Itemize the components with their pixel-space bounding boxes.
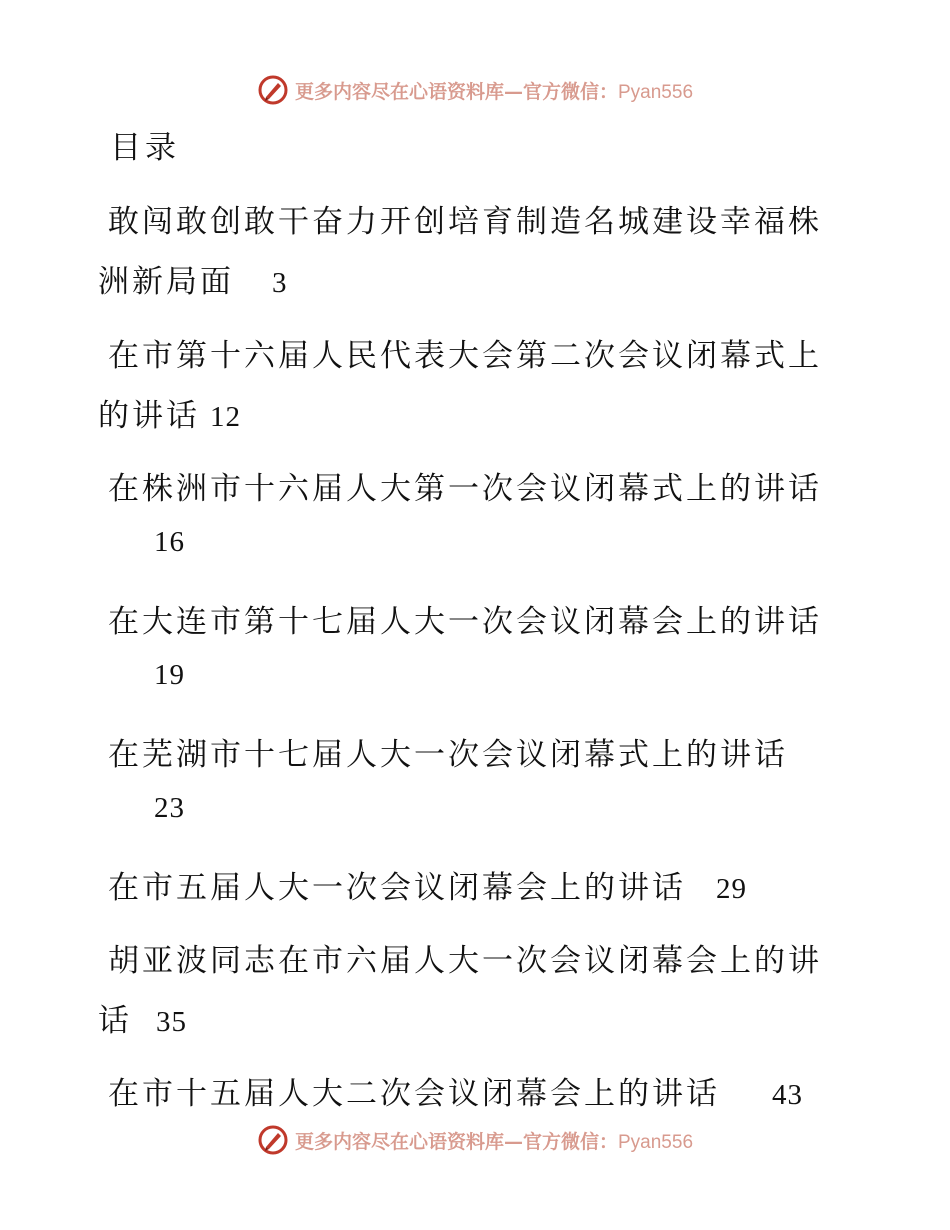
toc-page-number: 16: [154, 526, 185, 558]
toc-entry-title: 胡亚波同志在市六届人大一次会议闭幕会上的讲: [108, 943, 822, 979]
header-watermark: [0, 70, 950, 110]
toc-page-number: 23: [154, 792, 185, 824]
toc-entry-title-continued: 话 35: [98, 1003, 187, 1039]
pen-logo-icon: [257, 1124, 289, 1156]
toc-entry-title: 在市十五届人大二次会议闭幕会上的讲话 43: [108, 1076, 803, 1112]
watermark-text: 更多内容尽在心语资料库—官方微信：Pyan556: [294, 1130, 694, 1153]
watermark-text: 更多内容尽在心语资料库—官方微信：Pyan556: [294, 80, 694, 103]
toc-page-number: 3: [272, 267, 288, 299]
toc-entry-title: 在市第十六届人民代表大会第二次会议闭幕式上: [108, 338, 822, 374]
toc-entry-title-continued: 的讲话 12: [98, 398, 241, 434]
toc-page-number: 12: [210, 401, 241, 433]
footer-watermark: [0, 1120, 950, 1160]
toc-entry-title: 在株洲市十六届人大第一次会议闭幕式上的讲话: [108, 471, 822, 507]
toc-page-number: 29: [716, 873, 747, 905]
toc-entry-page-line: [154, 656, 185, 692]
toc-entry-page-line: [154, 789, 185, 825]
toc-title: 目录: [110, 130, 180, 166]
toc-entry-title: 敢闯敢创敢干奋力开创培育制造名城建设幸福株: [108, 204, 822, 240]
toc-entry-title: 在市五届人大一次会议闭幕会上的讲话 29: [108, 870, 747, 906]
toc-entry-title: 在芜湖市十七届人大一次会议闭幕式上的讲话: [108, 737, 788, 773]
toc-page-number: 43: [772, 1079, 803, 1111]
toc-entry-page-line: [154, 523, 185, 559]
toc-page-number: 19: [154, 659, 185, 691]
toc-entry-title: 在大连市第十七届人大一次会议闭幕会上的讲话: [108, 604, 822, 640]
pen-logo-icon: [257, 74, 289, 106]
toc-entry-title-continued: 洲新局面 3: [98, 264, 288, 300]
toc-page-number: 35: [156, 1006, 187, 1038]
